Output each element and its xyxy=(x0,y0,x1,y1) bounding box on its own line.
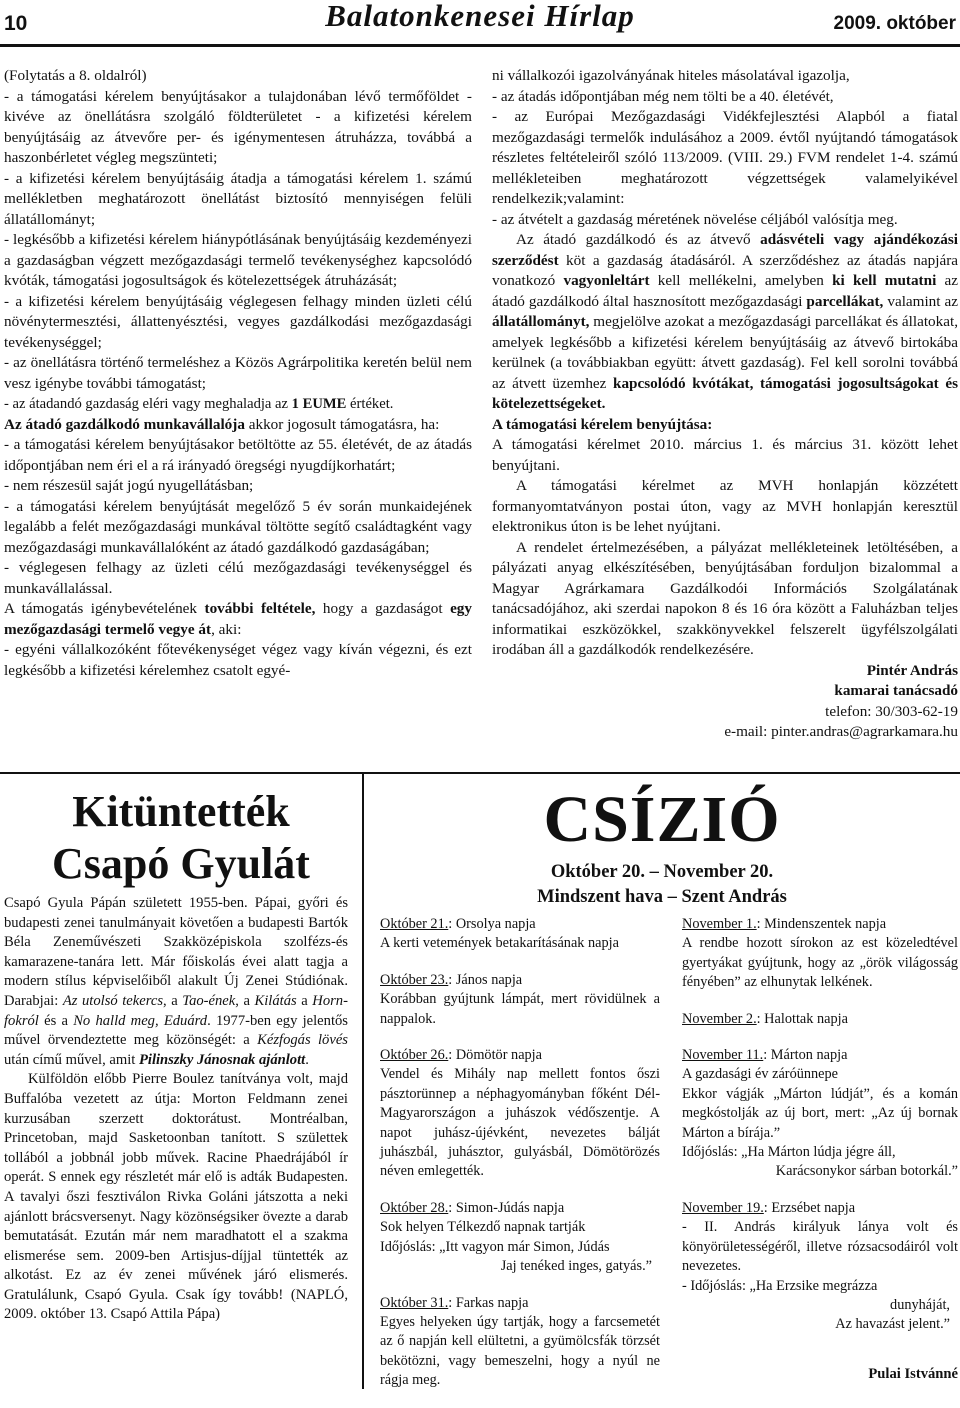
csizio-right-column xyxy=(682,915,958,1352)
csizio-entry-date: November 1. xyxy=(682,916,757,932)
condition-item: - nem részesül saját jogú nyugellátásban; xyxy=(4,477,254,494)
csizio-entry-heading xyxy=(682,1010,958,1029)
submission-method-text: A támogatási kérelmet az MVH honlapján közzétett formanyomtatványon postai úton, vagy az MVH honlapján keresztül elektronikus úton is be lehet nyújtani. xyxy=(492,477,958,535)
csizio-entry xyxy=(380,1046,660,1182)
award-headline: Kitüntették Csapó Gyulát xyxy=(52,787,310,888)
condition-item: - az önellátásra történő termeléshez a Közös Agrárpolitika keretén belül nem vesz igénybe további támogatást; xyxy=(4,354,472,392)
employee-heading: Az átadó gazdálkodó munkavállalója akkor jogosult támogatásra, ha: xyxy=(4,415,440,433)
condition-item: - az Európai Mezőgazdasági Vidékfejlesztési Alapból a fiatal mezőgazdasági termelők indulásához a 2009. évtől nyújtandó támogatások részletes feltételeiről szóló 113/2009. (VIII. 29.) FVM rendelet 1-4. számú mellékleteiben meghatározott végzettségek valamelyikével rendelkezik;valamint: xyxy=(492,108,958,207)
csizio-entry-date: Október 28. xyxy=(380,1199,449,1216)
csizio-entry xyxy=(380,1199,660,1277)
csizio-entry-text: - II. András királyuk lánya volt és könyörületességéről, illetve rózsacsodáiról volt nevezetes. xyxy=(682,1219,958,1275)
condition-item: - a támogatási kérelem benyújtásakor a tulajdonában lévő termőföldet - kivéve az önellátásra szolgáló földterületet - a kifizetési kérelem benyújtásáig az átvevőre per- és igénymentesen átruházza, továbbá a haszonbérletet végleg megszünteti; xyxy=(4,87,472,166)
csizio-entry-text: A gazdasági év záróünnepe xyxy=(682,1066,839,1083)
award-paragraph: Csapó Gyula Pápán született 1955-ben. Pápai, győri és budapesti zenei tanulmányait követően a budapesti Bartók Béla Zeneművészeti Szakközépiskola szolfézs-és kamarazene-tanára lett. Már főiskolás évei alatt tagja a modern stílus képviselőiből alakult Új Zenei Stúdiónak. Darabjai: Az utolsó tekercs, a Tao-ének, a Kilátás a Horn-fokról és a No halld meg, Eduárd. 1977-ben egy jelentős művel örvendeztette meg közönségét: a Kézfogás lövés után című művel, amit Pilinszky Jánosnak ajánlott. xyxy=(4,895,348,1068)
csizio-entry-text: Az havazást jelent.” xyxy=(835,1316,950,1333)
csizio-entry-name: : Halottak napja xyxy=(756,1010,848,1027)
csizio-headline: CSÍZIÓ xyxy=(543,783,781,856)
condition-item: - egyéni vállalkozóként főtevékenységet végez vagy kíván végezni, és ezt legkésőbb a kifizetési kérelemhez csatolt egyé- xyxy=(4,641,472,679)
csizio-entry-date: November 11. xyxy=(682,1047,764,1064)
csizio-subtitle: Október 20. – November 20. Mindszent hava – Szent András xyxy=(537,862,787,907)
issue-date: 2009. október xyxy=(833,13,956,34)
csizio-entry-text: Sok helyen Télkezdő napnak tartják xyxy=(380,1219,586,1236)
csizio-entry-text: Időjóslás: „Itt vagyon már Simon, Júdás xyxy=(380,1238,610,1255)
submission-heading: A támogatási kérelem benyújtása: xyxy=(492,415,713,433)
csizio-entry xyxy=(682,1199,958,1335)
csizio-entry-text: A rendbe hozott sírokon az est közeledtével gyertyákat gyújtunk, hogy az „örök világosság fényében” az elhunytak lelkének. xyxy=(682,935,958,991)
csizio-entry-heading xyxy=(380,1199,660,1218)
author-title: kamarai tanácsadó xyxy=(834,682,958,699)
csizio-entry-heading xyxy=(380,1046,660,1065)
csizio-entry-date: November 19. xyxy=(682,1199,764,1216)
article-left-column xyxy=(4,66,472,681)
page-number: 10 xyxy=(4,12,28,35)
csizio-entry-name: : Dömötör napja xyxy=(448,1047,543,1064)
csizio-entry-text: Vendel és Mihály nap mellett fontos őszi pásztorünnep a néphagyományban főként Dél-Magyarországon a juhászok védőszentje. A napot juhász-újévként, nevezetes bálját juhászbál, juhásztor, gulyásbál, Dömötörözés néven emlegették. xyxy=(380,1066,660,1180)
csizio-entry-date: Október 26. xyxy=(380,1047,449,1064)
csizio-entry-date: Október 23. xyxy=(380,971,449,988)
csizio-entry xyxy=(380,1294,660,1391)
further-condition: A támogatás igénybevételének további feltétele, hogy a gazdaságot egy mezőgazdasági termelő vegye át, aki: xyxy=(4,600,472,638)
condition-item: - a támogatási kérelem benyújtását megelőző 5 év során munkaidejének legalább a felét mezőgazdasági munkával töltötte segítő családtagként vagy mezőgazdasági munkavállalóként az átadó gazdálkodó gazdaságában; xyxy=(4,497,472,556)
submission-date-text: A támogatási kérelmet 2010. március 1. és március 31. között lehet benyújtani. xyxy=(492,436,958,474)
csizio-entry-name: : Mindenszentek napja xyxy=(756,916,887,932)
award-article-body xyxy=(4,894,348,1325)
contract-paragraph: Az átadó gazdálkodó és az átvevő adásvételi vagy ajándékozási szerződést köt a gazdaság átadásáról. A szerződéshez az átadás napjára vonatkozó vagyonleltárt kell mellékelni, amelyben ki kell mutatni az átadó gazdálkodó által hasznosított mezőgazdasági parcellákat, valamint az állatállományt, megjelölve azokat a mezőgazdasági parcellákat és állatokat, amelyek legkésőbb a kifizetési kérelem benyújtásáig az átvevő birtokába kerülnek (a továbbiakban együtt: átvett gazdaság). Fel kell sorolni továbbá az átvett üzemhez kapcsolódó kvótákat, támogatási jogosultságokat és kötelezettségeket. xyxy=(492,231,958,412)
csizio-entry-heading xyxy=(380,915,660,934)
csizio-entry-text: dunyháját, xyxy=(890,1296,950,1313)
condition-item: - véglegesen felhagy az üzleti célú mezőgazdasági tevékenységgel és munkavállalással. xyxy=(4,559,472,597)
condition-item: - az átadás időpontjában még nem tölti be a 40. életévét, xyxy=(492,87,834,105)
condition-item: - az átvételt a gazdaság méretének növelése céljából valósítja meg. xyxy=(492,210,898,228)
csizio-entry-name: : Simon-Júdás napja xyxy=(448,1199,565,1216)
csizio-entry xyxy=(682,1046,958,1182)
condition-item: - legkésőbb a kifizetési kérelem hiánypótlásának benyújtásáig kezdeményezi a gazdaságban végzett mezőgazdasági termelő tevékenységhez kapcsolódó kvóták, támogatási jogosultságok és kötelezettségek átruházását; xyxy=(4,231,472,289)
csizio-entry-text: Egyes helyeken úgy tartják, hogy a farcsemetét az ő napján kell elültetni, a gyümölcsfák törzsét bekötözni, vagy bemeszelni, hogy a nyúl ne rágja meg. xyxy=(380,1313,660,1389)
csizio-left-column xyxy=(380,915,660,1408)
csizio-entry xyxy=(682,1010,958,1029)
csizio-entry-date: Október 21. xyxy=(380,916,449,932)
header-rule xyxy=(0,44,960,47)
condition-item: - a kifizetési kérelem benyújtásáig véglegesen felhagy minden üzleti célú növénytermesztési, állattenyésztési, vegyes gazdálkodási mezőgazdasági tevékenységgel; xyxy=(4,292,472,351)
condition-item: - az átadandó gazdaság eléri vagy meghaladja az 1 EUME értéket. xyxy=(4,396,394,412)
newspaper-title: Balatonkenesei Hírlap xyxy=(325,0,635,33)
condition-item: - a kifizetési kérelem benyújtásáig átadja a támogatási kérelem 1. számú mellékletben meghatározott önellátást biztosító mennyiségen felüli állatállományt; xyxy=(4,169,472,228)
csizio-entry xyxy=(682,915,958,993)
csizio-entry-heading xyxy=(682,1046,958,1065)
page-header xyxy=(0,0,960,52)
csizio-entry-date: Október 31. xyxy=(380,1294,449,1311)
csizio-entry-name: : János napja xyxy=(448,971,523,988)
continued-note: (Folytatás a 8. oldalról) xyxy=(4,67,147,84)
author-email: e-mail: pinter.andras@agrarkamara.hu xyxy=(724,723,958,740)
csizio-entry-text: Korábban gyújtunk lámpát, mert rövidülnek a nappalok. xyxy=(380,991,660,1027)
csizio-entry-heading xyxy=(380,971,660,990)
author-phone: telefon: 30/303-62-19 xyxy=(825,702,958,720)
csizio-entry-text: Jaj tenéked inges, gatyás.” xyxy=(500,1258,652,1275)
csizio-entry-heading xyxy=(682,1199,958,1218)
csizio-entry-heading xyxy=(380,1294,660,1313)
csizio-entry-name: : Erzsébet napja xyxy=(763,1199,856,1216)
advice-paragraph: A rendelet értelmezésében, a pályázat mellékleteinek letöltésében, a pályázati anyag elkészítésében, benyújtásában forduljon bizalommal a Magyar Agrárkamara Gazdálkodói Információs Szolgálatának tanácsadójához, aki szerdai napokon 8 és 16 óra között a Faluházban teljes informatikai eszközökkel, szakkönyvekkel felszerelt ügyfélszolgálati irodában áll a gazdálkodók rendelkezésére. xyxy=(492,538,958,658)
csizio-entry-text: Ekkor vágják „Márton lúdját”, és a komán megkóstolják az új bort, mert: „Az új bornak Márton a bírája.” xyxy=(682,1085,958,1141)
condition-item: - a támogatási kérelem benyújtásakor betöltötte az 55. életévét, de az átadás időpontjában nem éri el a rá irányadó öregségi nyugdíjkorhatárt; xyxy=(4,436,472,474)
csizio-author: Pulai Istvánné xyxy=(868,1366,958,1382)
csizio-entry-date: November 2. xyxy=(682,1010,757,1027)
csizio-entry-text: Karácsonykor sárban botorkál.” xyxy=(775,1163,958,1180)
csizio-entry-heading xyxy=(682,915,958,934)
csizio-entry-text: Időjóslás: „Ha Márton lúdja jégre áll, xyxy=(682,1144,896,1161)
condition-item: ni vállalkozói igazolványának hiteles másolatával igazolja, xyxy=(492,67,850,84)
author-name: Pintér András xyxy=(866,661,958,679)
article-right-column xyxy=(492,66,958,743)
csizio-entry-text: A kerti vetemények betakarításának napja xyxy=(380,935,619,952)
csizio-entry-name: : Márton napja xyxy=(763,1047,848,1064)
award-paragraph: Külföldön előbb Pierre Boulez tanítványa volt, majd Buffalóba vezetett az útja: Morton Feldmann zenei kurzusában szerzett doktorátust. Montréalban, Princetoban, majd Sasketoonban tanított. S születtek tollából a jobbnál jobb művek. Racine Phaedrájából ír operát. S ennek egy részletét már elő is adták Budapesten. A tavalyi őszi fesztiválon Rivka Goláni játszotta a neki ajánlott brácsversenyt. Nagy közönségsiker övezte a darab bemutatását. Ezután már nem maradhatott el a szakma elismerése sem. 2009-ben Artisjus-díjjal tüntették az alkotást. Ez az év zenei művének járó elismerés. Gratulálunk, Csapó Gyula. Csak így tovább! (NAPLÓ, 2009. október 13. Csapó Attila Pápa) xyxy=(4,1071,348,1323)
csizio-entry-name: : Orsolya napja xyxy=(448,916,536,932)
section-divider xyxy=(0,772,960,774)
csizio-entry-name: : Farkas napja xyxy=(448,1294,529,1311)
csizio-entry xyxy=(380,971,660,1029)
csizio-entry xyxy=(380,915,660,954)
csizio-entry-text: - Időjóslás: „Ha Erzsike megrázza xyxy=(682,1277,878,1294)
